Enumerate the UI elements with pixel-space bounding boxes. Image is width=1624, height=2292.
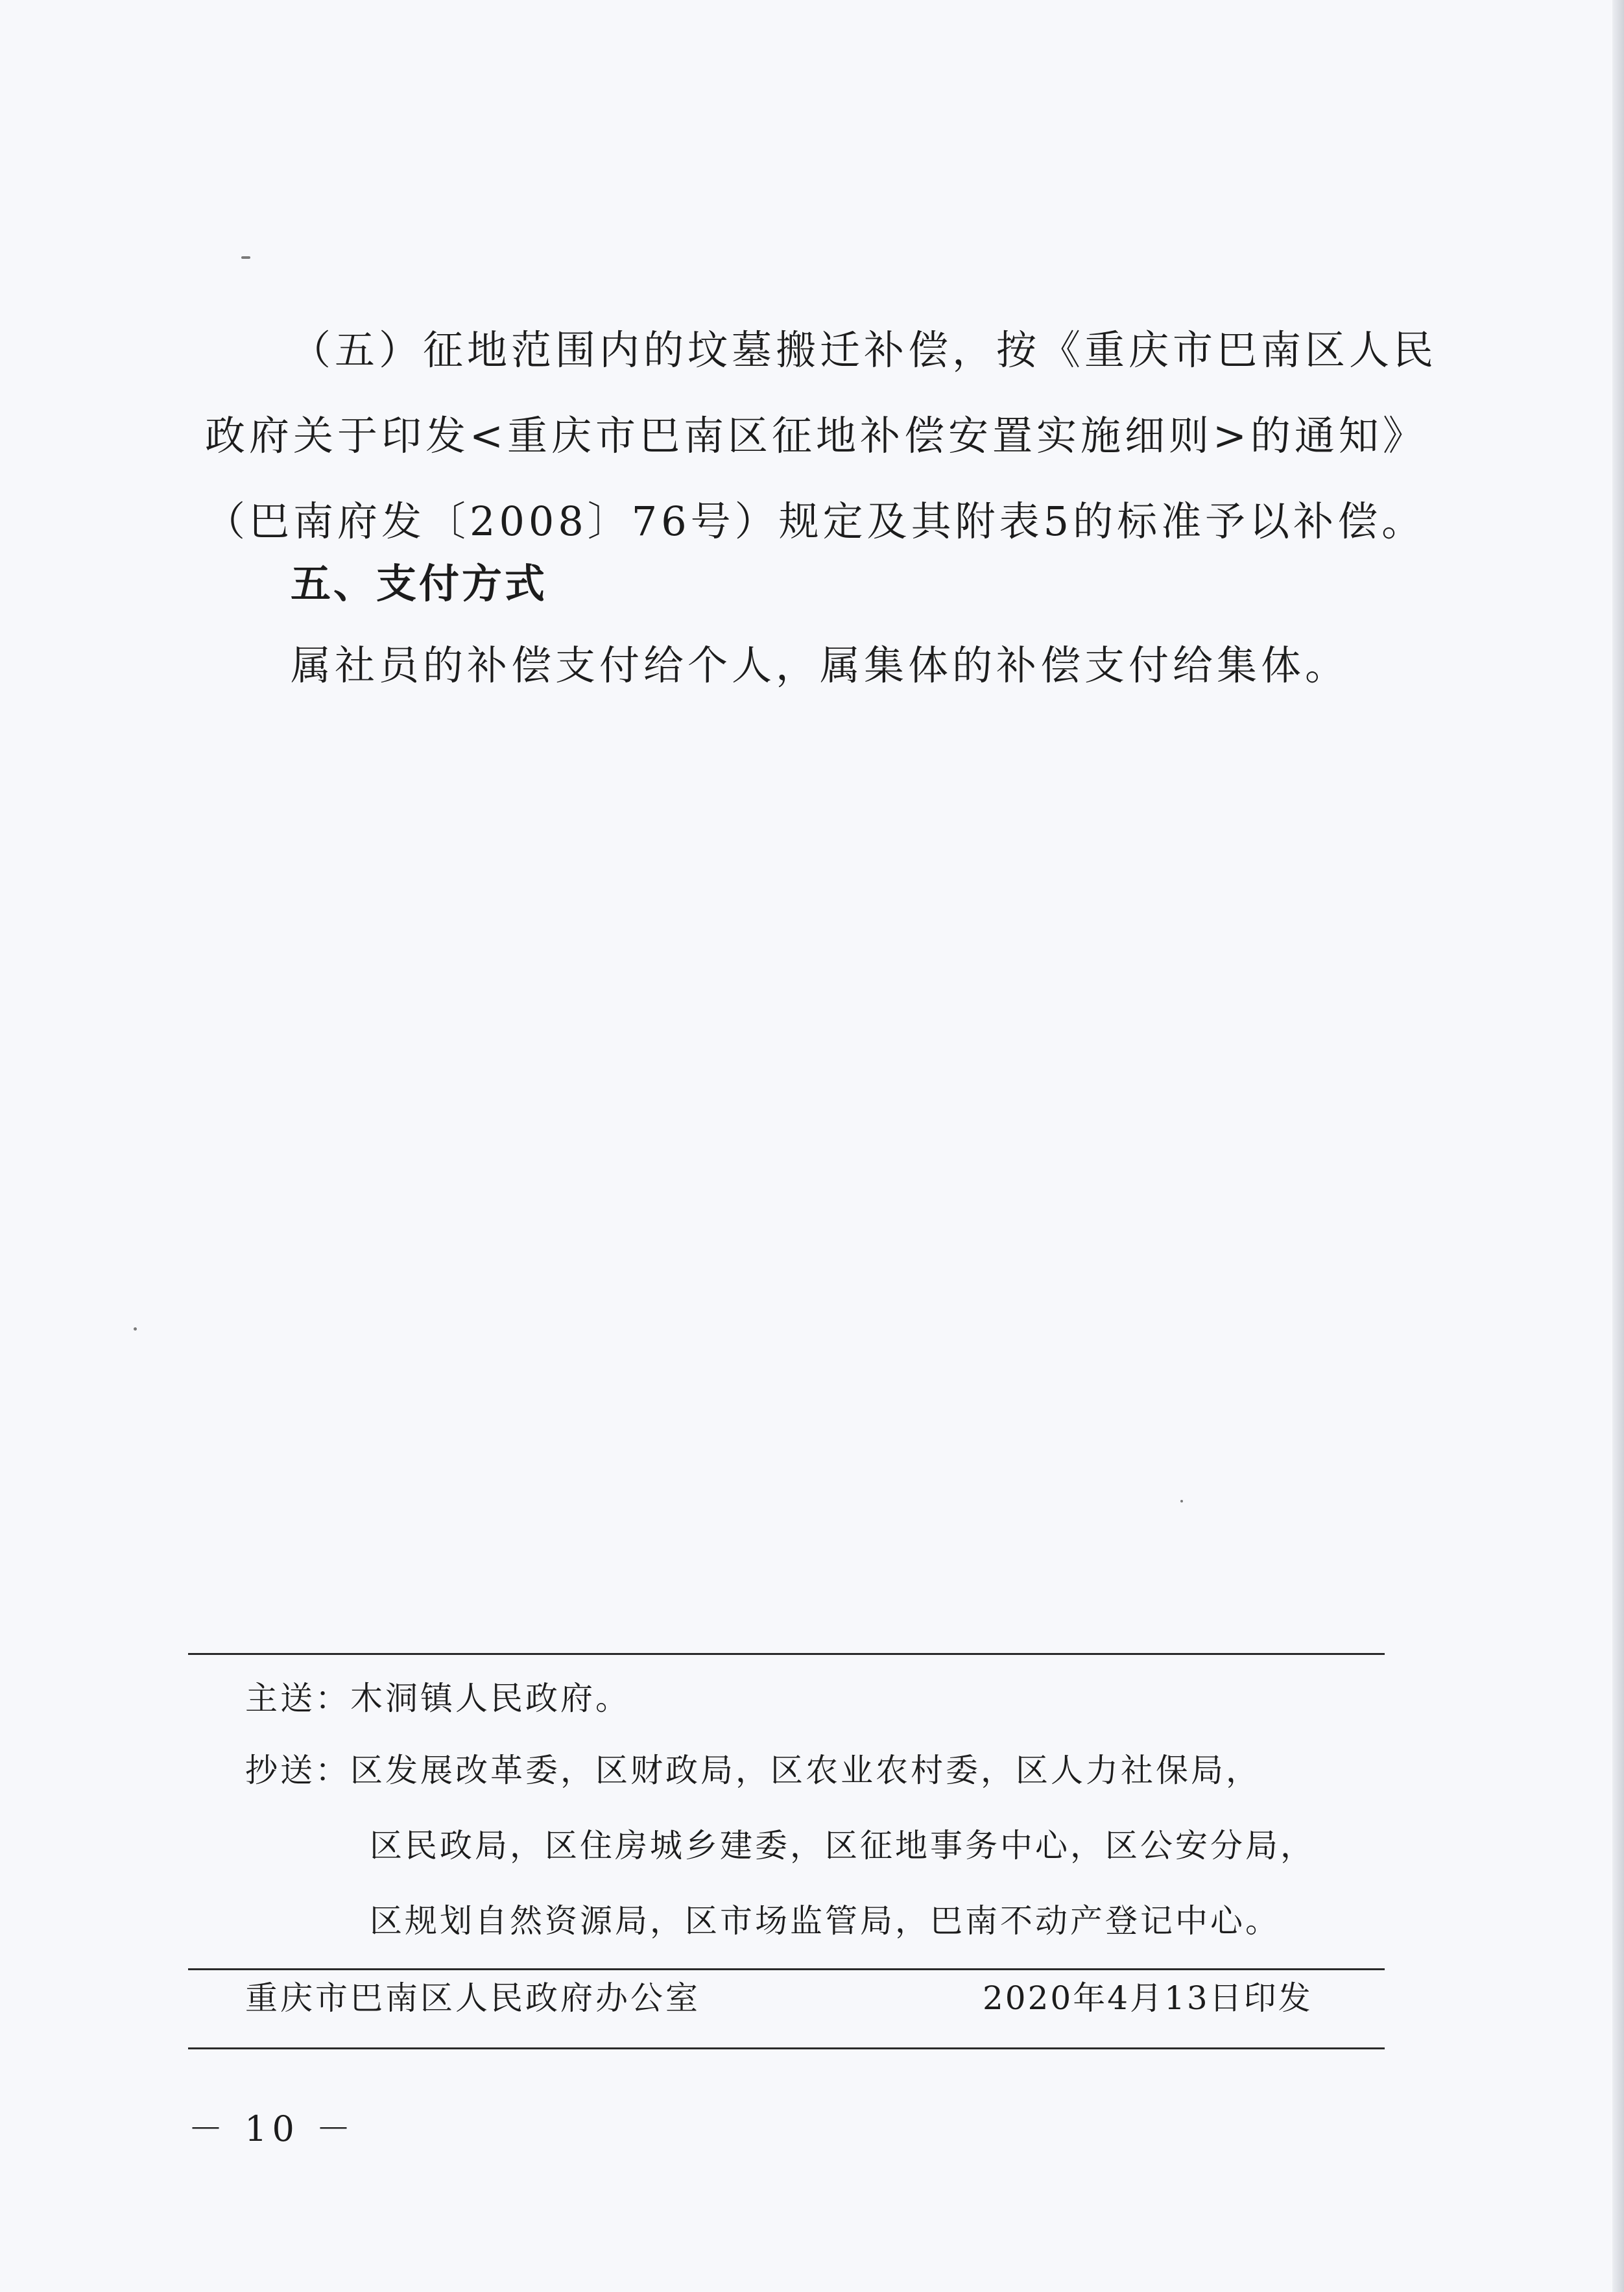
section-heading-payment-method: 五、支付方式 [291,560,548,607]
page-edge-shadow [1612,0,1624,2292]
issuing-office: 重庆市巴南区人民政府办公室 [245,1979,700,2017]
paragraph-grave-relocation-line-1: （五）征地范围内的坟墓搬迁补偿，按《重庆市巴南区人民 [291,326,1438,374]
cc-label: 抄送： [245,1752,350,1789]
cc-recipients-1: 区发展改革委，区财政局，区农业农村委，区人力社保局， [350,1752,1261,1789]
paragraph-payment-method: 属社员的补偿支付给个人，属集体的补偿支付给集体。 [291,642,1350,689]
scan-speck [134,1327,137,1331]
page-number: － 10 － [188,2108,357,2149]
paragraph-grave-relocation-line-3: （巴南府发〔2008〕76号）规定及其附表5的标准予以补偿。 [205,498,1426,545]
cc-recipients-3: 区规划自然资源局，区市场监管局，巴南不动产登记中心。 [370,1902,1280,1940]
divider-middle [188,1968,1385,1970]
cc-recipients-2: 区民政局，区住房城乡建委，区征地事务中心，区公安分局， [370,1827,1315,1864]
cc-line-1 [245,1751,1261,1790]
divider-top [188,1653,1385,1655]
scan-speck [1180,1500,1183,1502]
print-date: 2020年4月13日印发 [983,1979,1313,2017]
paragraph-grave-relocation-line-2: 政府关于印发<重庆市巴南区征地补偿安置实施细则>的通知》 [205,412,1427,459]
main-recipient-label: 主送： [245,1680,350,1717]
main-recipient-value: 木洞镇人民政府。 [350,1680,630,1717]
main-recipient [245,1679,630,1718]
scan-speck [241,256,250,259]
divider-bottom [188,2047,1385,2049]
